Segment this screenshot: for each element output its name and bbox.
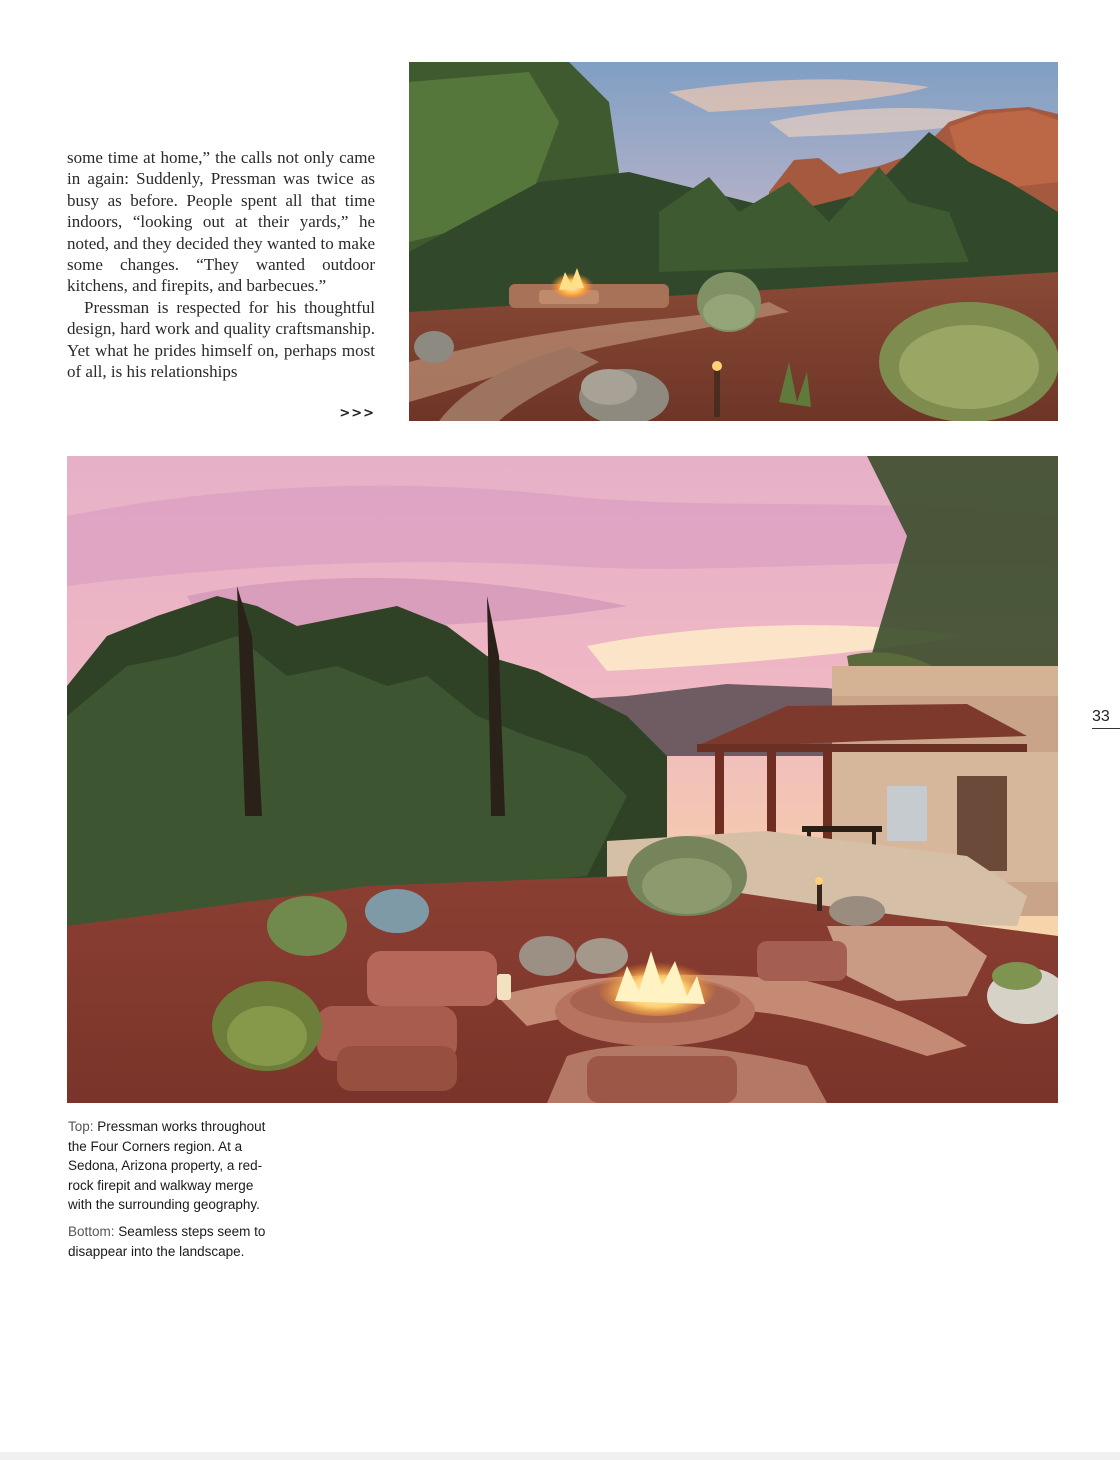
photo-bottom-patio xyxy=(67,456,1058,1103)
page-bottom-edge xyxy=(0,1452,1120,1460)
photo-bottom-image xyxy=(67,456,1058,1103)
photo-top-image xyxy=(409,62,1058,421)
caption-bottom xyxy=(68,1222,268,1261)
caption-bottom-label: Bottom: xyxy=(68,1223,115,1239)
continue-marker: >>> xyxy=(339,406,375,421)
article-paragraph-1: some time at home,” the calls not only came in again: Suddenly, Pressman was twice as busy as before. People spent all that time indoors, “looking out at their yards,” he noted, and they decided they wanted to make some changes. “They wanted outdoor kitchens, and firepits, and barbecues.” xyxy=(67,148,375,296)
caption-top xyxy=(68,1117,268,1215)
page-number: 33 xyxy=(1092,708,1120,729)
article-text-column xyxy=(67,147,375,382)
caption-bottom-text: Seamless steps seem to disappear into the landscape. xyxy=(68,1223,266,1259)
article-paragraph-2: Pressman is respected for his thoughtful design, hard work and quality craftsmanship. Yet what he prides himself on, perhaps most of all, is his relationships xyxy=(67,297,375,382)
photo-top-firepit xyxy=(409,62,1058,421)
caption-top-text: Pressman works throughout the Four Corners region. At a Sedona, Arizona property, a red-rock firepit and walkway merge with the surrounding geography. xyxy=(68,1119,266,1213)
caption-top-label: Top: xyxy=(68,1119,94,1134)
photo-captions xyxy=(68,1117,268,1268)
